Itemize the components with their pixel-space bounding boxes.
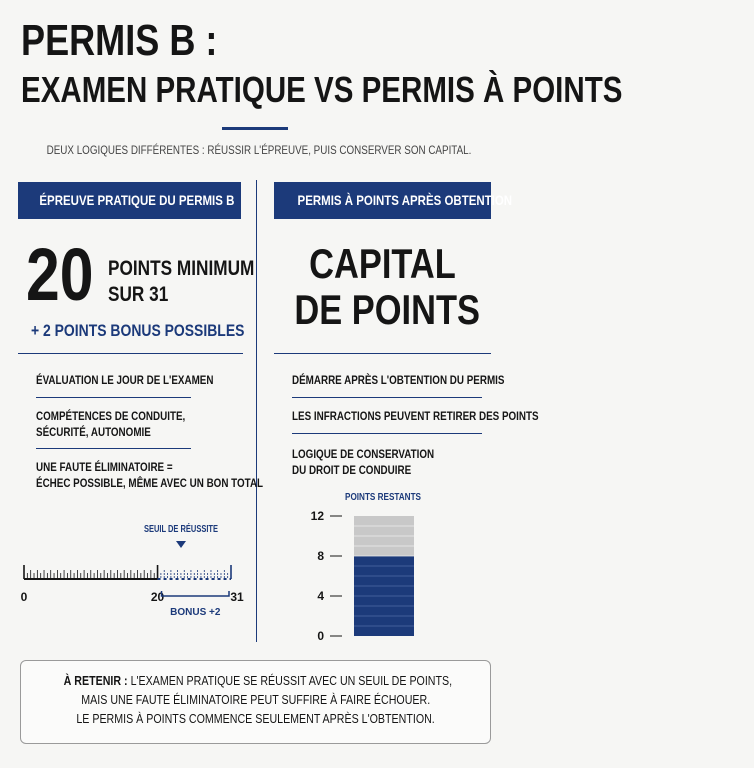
right-item-infractions: LES INFRACTIONS PEUVENT RETIRER DES POINTS <box>292 409 539 423</box>
divider <box>274 353 491 354</box>
takeaway-text-1: L'EXAMEN PRATIQUE SE RÉUSSIT AVEC UN SEUIL DE POINTS, <box>130 673 453 688</box>
divider <box>36 397 191 398</box>
takeaway-lead: À RETENIR : <box>63 673 128 688</box>
page-title-line1: PERMIS B : <box>21 16 218 65</box>
left-item-competences-2: SÉCURITÉ, AUTONOMIE <box>36 425 151 439</box>
gauge-tick-label: 4 <box>317 589 324 603</box>
bonus-label: BONUS +2 <box>170 607 221 618</box>
capital-title-line2: DE POINTS <box>294 286 481 333</box>
points-gauge <box>256 480 511 643</box>
divider <box>292 397 482 398</box>
left-item-faute-1: UNE FAUTE ÉLIMINATOIRE = <box>36 460 173 474</box>
scale-threshold-value-label: 20 <box>150 590 165 604</box>
gauge-tick-label: 12 <box>310 509 324 523</box>
right-item-demarre: DÉMARRE APRÈS L'OBTENTION DU PERMIS <box>292 373 505 387</box>
right-item-logique-1: LOGIQUE DE CONSERVATION <box>292 447 435 461</box>
key-takeaway-box <box>20 660 491 744</box>
score-scale <box>0 500 256 630</box>
scale-min-label: 0 <box>20 590 28 604</box>
bonus-points-label: + 2 POINTS BONUS POSSIBLES <box>31 321 245 340</box>
left-column-header: ÉPREUVE PRATIQUE DU PERMIS B <box>18 182 241 219</box>
capital-title-line1: CAPITAL <box>309 240 456 287</box>
gauge-tick-label: 8 <box>317 549 324 563</box>
takeaway-line1 <box>21 671 490 690</box>
points-gauge-graphic <box>256 480 511 643</box>
right-item-logique-2: DU DROIT DE CONDUIRE <box>292 463 412 477</box>
points-total-label: SUR 31 <box>108 283 169 306</box>
gauge-label: POINTS RESTANTS <box>345 492 422 503</box>
left-item-competences-1: COMPÉTENCES DE CONDUITE, <box>36 409 186 423</box>
threshold-label: SEUIL DE RÉUSSITE <box>144 524 243 535</box>
threshold-marker-icon <box>176 541 186 548</box>
page-subtitle: DEUX LOGIQUES DIFFÉRENTES : RÉUSSIR L'ÉPREUVE, PUIS CONSERVER SON CAPITAL. <box>46 143 472 157</box>
score-scale-graphic <box>0 500 256 630</box>
points-minimum-label: POINTS MINIMUM <box>108 257 255 280</box>
left-item-evaluation: ÉVALUATION LE JOUR DE L'EXAMEN <box>36 373 214 387</box>
right-column-header: PERMIS À POINTS APRÈS OBTENTION <box>274 182 491 219</box>
page-title-line2: EXAMEN PRATIQUE VS PERMIS À POINTS <box>21 69 623 110</box>
divider <box>18 353 243 354</box>
minimum-score-number: 20 <box>26 233 94 316</box>
takeaway-line3: LE PERMIS À POINTS COMMENCE SEULEMENT APRÈS L'OBTENTION. <box>76 711 435 726</box>
left-item-faute-2: ÉCHEC POSSIBLE, MÊME AVEC UN BON TOTAL <box>36 476 264 490</box>
divider <box>36 448 191 449</box>
gauge-ticks <box>311 509 342 643</box>
title-underline <box>222 127 288 130</box>
scale-max-label: 31 <box>230 590 244 604</box>
scale-ticks <box>24 565 231 579</box>
gauge-tick-label: 0 <box>317 629 324 643</box>
divider <box>292 433 482 434</box>
bonus-bracket <box>162 591 229 596</box>
takeaway-line2: MAIS UNE FAUTE ÉLIMINATOIRE PEUT SUFFIRE À FAIRE ÉCHOUER. <box>81 692 430 707</box>
